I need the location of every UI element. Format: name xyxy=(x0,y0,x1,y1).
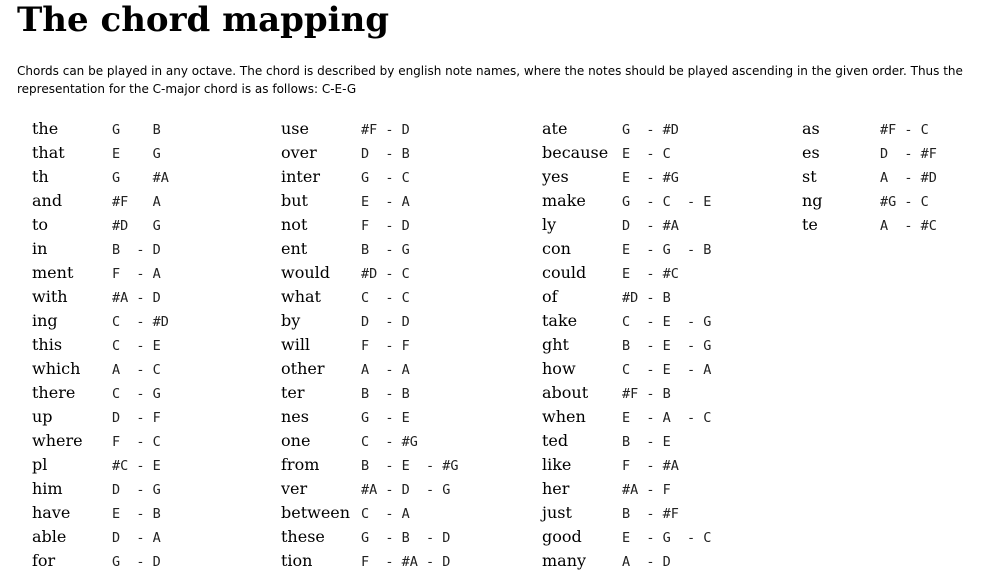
mapping-row xyxy=(542,454,792,478)
word-label: her xyxy=(542,479,570,498)
chord-notes: E - A xyxy=(361,194,410,210)
word-label: up xyxy=(32,407,53,426)
mapping-row xyxy=(32,382,272,406)
word-label: where xyxy=(32,431,83,450)
word-label: for xyxy=(32,551,56,570)
chord-notes: B - E - #G xyxy=(361,458,459,474)
word-label: about xyxy=(542,383,589,402)
chord-notes: G - D xyxy=(112,554,161,570)
mapping-row xyxy=(32,190,272,214)
word-label: of xyxy=(542,287,558,306)
word-label: by xyxy=(281,311,301,330)
mapping-row xyxy=(281,214,531,238)
word-label: tion xyxy=(281,551,313,570)
word-label: these xyxy=(281,527,325,546)
chord-notes: E - B xyxy=(112,506,161,522)
chord-notes: #F - D xyxy=(361,122,410,138)
chord-notes: A - C xyxy=(112,362,161,378)
chord-notes: #D - B xyxy=(622,290,671,306)
mapping-row xyxy=(32,550,272,574)
word-label: ent xyxy=(281,239,308,258)
chord-notes: #A - D - G xyxy=(361,482,451,498)
word-label: the xyxy=(32,119,59,138)
mapping-row xyxy=(281,406,531,430)
chord-notes: C - E xyxy=(112,338,161,354)
chord-notes: G - #D xyxy=(622,122,679,138)
word-label: con xyxy=(542,239,571,258)
chord-notes: D - A xyxy=(112,530,161,546)
chord-notes: A - #D xyxy=(880,170,937,186)
chord-notes: C - E - G xyxy=(622,314,712,330)
page-title: The chord mapping xyxy=(17,0,390,40)
word-label: ate xyxy=(542,119,568,138)
word-label: use xyxy=(281,119,309,138)
chord-notes: #F - B xyxy=(622,386,671,402)
mapping-row xyxy=(542,526,792,550)
word-label: in xyxy=(32,239,48,258)
mapping-row xyxy=(281,334,531,358)
word-label: could xyxy=(542,263,587,282)
chord-notes: E - #C xyxy=(622,266,679,282)
intro-paragraph: Chords can be played in any octave. The chord is described by english note names, where the notes should be played ascending in the given order. Thus the representation for the C-major chord is as follows: C-E-G xyxy=(17,64,963,96)
mapping-row xyxy=(32,118,272,142)
word-label: able xyxy=(32,527,67,546)
mapping-row xyxy=(542,142,792,166)
chord-notes: D - D xyxy=(361,314,410,330)
chord-notes: #G - C xyxy=(880,194,929,210)
word-label: take xyxy=(542,311,578,330)
chord-notes: C - #D xyxy=(112,314,169,330)
word-label: te xyxy=(802,215,818,234)
mapping-row xyxy=(281,238,531,262)
word-label: and xyxy=(32,191,63,210)
word-label: pl xyxy=(32,455,48,474)
chord-notes: E - G - B xyxy=(622,242,712,258)
mapping-row xyxy=(802,190,992,214)
chord-notes: G - B - D xyxy=(361,530,451,546)
word-label: make xyxy=(542,191,586,210)
chord-notes: D - F xyxy=(112,410,161,426)
chord-notes: C - A xyxy=(361,506,410,522)
word-label: like xyxy=(542,455,572,474)
word-label: between xyxy=(281,503,351,522)
word-label: over xyxy=(281,143,317,162)
mapping-row xyxy=(542,502,792,526)
mapping-row xyxy=(542,382,792,406)
mapping-row xyxy=(542,310,792,334)
chord-notes: B - #F xyxy=(622,506,679,522)
mapping-row xyxy=(542,214,792,238)
chord-notes: F - A xyxy=(112,266,161,282)
mapping-row xyxy=(32,142,272,166)
chord-notes: B - E - G xyxy=(622,338,712,354)
word-label: ment xyxy=(32,263,74,282)
chord-notes: D - #A xyxy=(622,218,679,234)
chord-notes: #F A xyxy=(112,194,161,210)
mapping-row xyxy=(281,454,531,478)
chord-notes: D - G xyxy=(112,482,161,498)
mapping-row xyxy=(802,118,992,142)
word-label: good xyxy=(542,527,582,546)
mapping-row xyxy=(32,358,272,382)
mapping-row xyxy=(32,454,272,478)
mapping-row xyxy=(281,478,531,502)
mapping-row xyxy=(32,238,272,262)
chord-notes: #A - F xyxy=(622,482,671,498)
mapping-row xyxy=(281,118,531,142)
chord-notes: F - F xyxy=(361,338,410,354)
mapping-row xyxy=(542,550,792,574)
chord-notes: B - E xyxy=(622,434,671,450)
word-label: that xyxy=(32,143,65,162)
word-label: inter xyxy=(281,167,320,186)
chord-notes: A - #C xyxy=(880,218,937,234)
word-label: ly xyxy=(542,215,557,234)
chord-notes: G - E xyxy=(361,410,410,426)
word-label: how xyxy=(542,359,576,378)
word-label: with xyxy=(32,287,68,306)
mapping-row xyxy=(32,310,272,334)
word-label: many xyxy=(542,551,587,570)
mapping-row xyxy=(32,166,272,190)
chord-notes: E - C xyxy=(622,146,671,162)
word-label: one xyxy=(281,431,311,450)
word-label: him xyxy=(32,479,63,498)
word-label: th xyxy=(32,167,49,186)
chord-notes: A - A xyxy=(361,362,410,378)
mapping-row xyxy=(32,502,272,526)
mapping-row xyxy=(542,166,792,190)
chord-notes: G - C xyxy=(361,170,410,186)
word-label: but xyxy=(281,191,308,210)
mapping-row xyxy=(281,262,531,286)
word-label: which xyxy=(32,359,81,378)
chord-notes: G B xyxy=(112,122,161,138)
word-label: ing xyxy=(32,311,58,330)
chord-notes: D - B xyxy=(361,146,410,162)
chord-notes: #D - C xyxy=(361,266,410,282)
chord-notes: #A - D xyxy=(112,290,161,306)
chord-notes: C - E - A xyxy=(622,362,712,378)
word-label: have xyxy=(32,503,71,522)
mapping-row xyxy=(281,166,531,190)
mapping-row xyxy=(281,382,531,406)
word-label: yes xyxy=(542,167,569,186)
chord-notes: F - #A xyxy=(622,458,679,474)
chord-notes: B - D xyxy=(112,242,161,258)
mapping-row xyxy=(32,286,272,310)
word-label: this xyxy=(32,335,63,354)
chord-notes: E - A - C xyxy=(622,410,712,426)
word-label: ted xyxy=(542,431,569,450)
mapping-row xyxy=(32,526,272,550)
mapping-row xyxy=(281,310,531,334)
chord-notes: B - B xyxy=(361,386,410,402)
chord-notes: E G xyxy=(112,146,161,162)
word-label: because xyxy=(542,143,609,162)
mapping-row xyxy=(542,430,792,454)
word-label: ter xyxy=(281,383,305,402)
mapping-row xyxy=(32,262,272,286)
word-label: as xyxy=(802,119,820,138)
word-label: will xyxy=(281,335,311,354)
word-label: ver xyxy=(281,479,308,498)
mapping-row xyxy=(542,238,792,262)
word-label: es xyxy=(802,143,820,162)
word-label: from xyxy=(281,455,320,474)
word-label: when xyxy=(542,407,586,426)
word-label: what xyxy=(281,287,321,306)
mapping-row xyxy=(32,406,272,430)
word-label: st xyxy=(802,167,817,186)
mapping-row xyxy=(802,214,992,238)
mapping-row xyxy=(542,118,792,142)
chord-notes: #F - C xyxy=(880,122,929,138)
chord-notes: #D G xyxy=(112,218,161,234)
chord-notes: G - C - E xyxy=(622,194,712,210)
word-label: there xyxy=(32,383,76,402)
mapping-row xyxy=(542,478,792,502)
mapping-row xyxy=(32,430,272,454)
mapping-row xyxy=(281,526,531,550)
chord-notes: F - C xyxy=(112,434,161,450)
mapping-row xyxy=(542,406,792,430)
chord-notes: #C - E xyxy=(112,458,161,474)
chord-mapping-table xyxy=(0,118,998,579)
chord-notes: C - G xyxy=(112,386,161,402)
word-label: just xyxy=(542,503,572,522)
word-label: nes xyxy=(281,407,309,426)
mapping-row xyxy=(281,358,531,382)
mapping-row xyxy=(281,502,531,526)
mapping-row xyxy=(542,358,792,382)
word-label: would xyxy=(281,263,330,282)
word-label: to xyxy=(32,215,49,234)
mapping-row xyxy=(542,262,792,286)
chord-notes: A - D xyxy=(622,554,671,570)
chord-notes: D - #F xyxy=(880,146,937,162)
word-label: ght xyxy=(542,335,569,354)
mapping-row xyxy=(32,214,272,238)
chord-notes: B - G xyxy=(361,242,410,258)
mapping-row xyxy=(281,430,531,454)
word-label: not xyxy=(281,215,308,234)
word-label: ng xyxy=(802,191,823,210)
mapping-row xyxy=(542,190,792,214)
mapping-row xyxy=(32,478,272,502)
mapping-row xyxy=(281,286,531,310)
chord-notes: F - D xyxy=(361,218,410,234)
mapping-row xyxy=(542,334,792,358)
word-label: other xyxy=(281,359,325,378)
mapping-row xyxy=(802,142,992,166)
chord-notes: C - #G xyxy=(361,434,418,450)
chord-notes: E - G - C xyxy=(622,530,712,546)
chord-notes: F - #A - D xyxy=(361,554,451,570)
chord-notes: G #A xyxy=(112,170,169,186)
chord-notes: E - #G xyxy=(622,170,679,186)
mapping-row xyxy=(281,190,531,214)
chord-notes: C - C xyxy=(361,290,410,306)
mapping-row xyxy=(32,334,272,358)
mapping-row xyxy=(542,286,792,310)
mapping-row xyxy=(281,142,531,166)
mapping-row xyxy=(281,550,531,574)
mapping-row xyxy=(802,166,992,190)
